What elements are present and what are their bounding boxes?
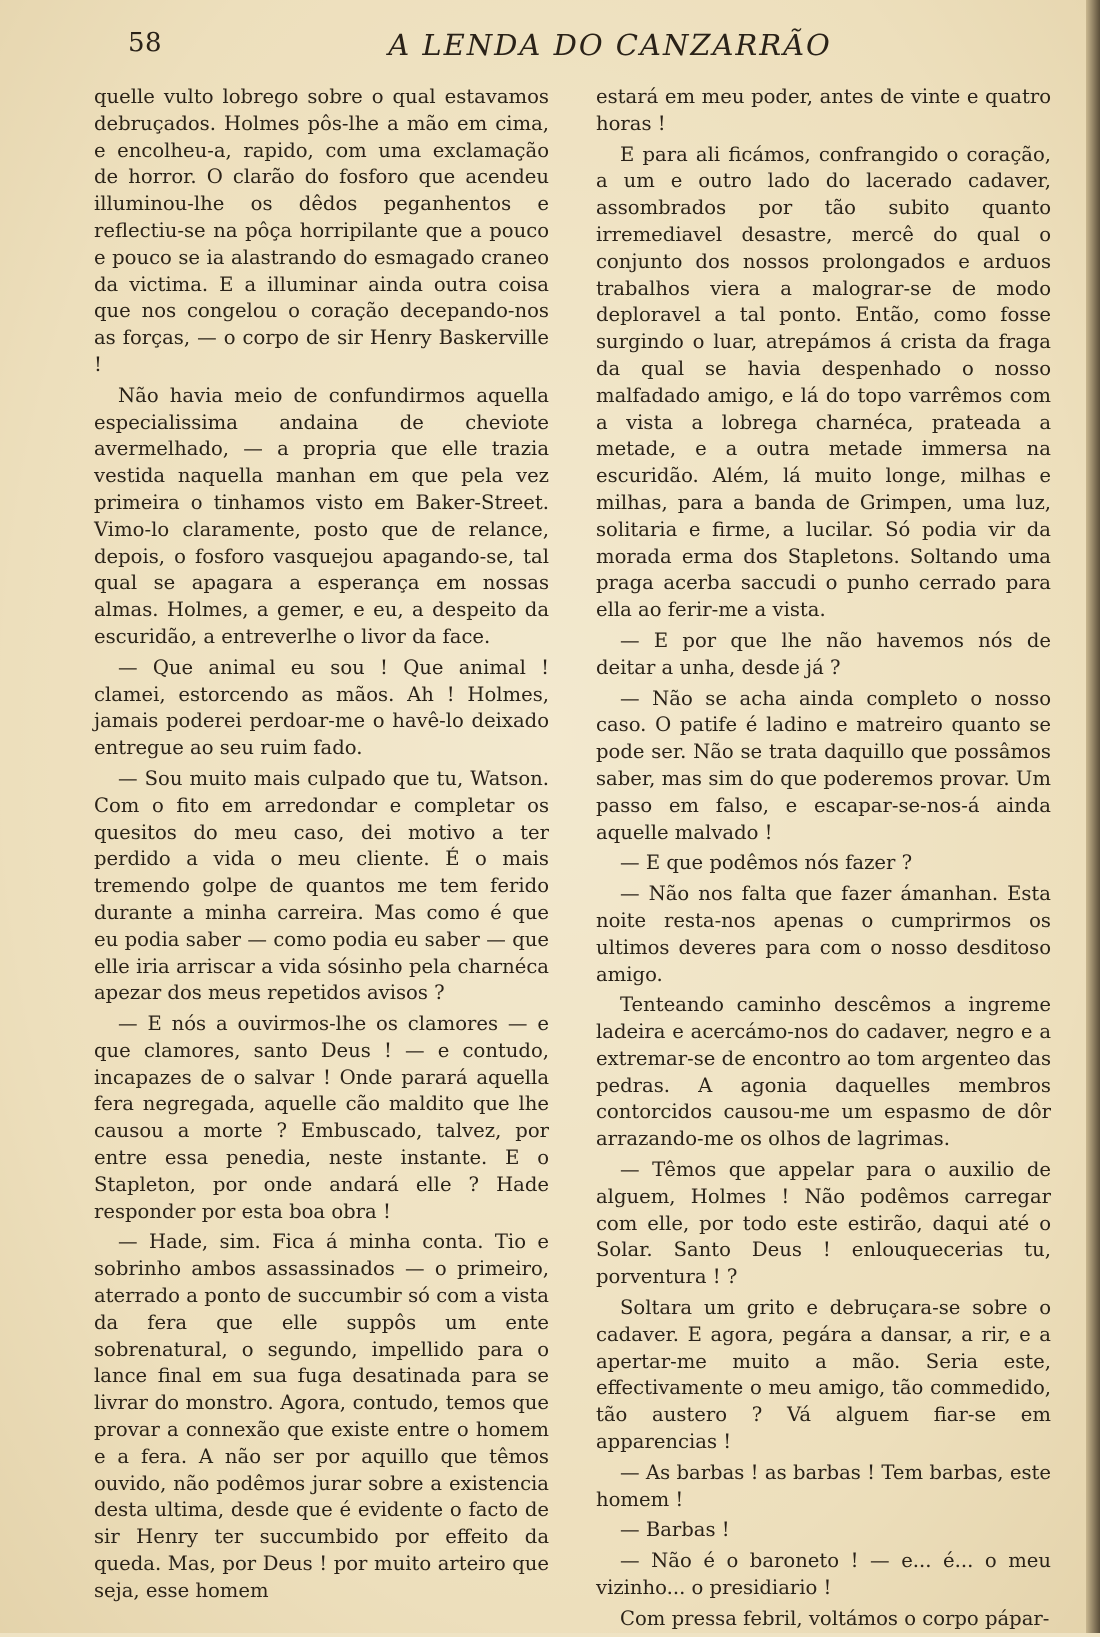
paragraph: — Barbas ! [620, 1518, 730, 1542]
left-column [94, 84, 549, 1609]
paragraph: estará em meu poder, antes de vinte e quatro horas ! [596, 85, 1051, 135]
right-column [596, 84, 1051, 1637]
paragraph: — Não é o baroneto ! — e... é... o meu vizinho... o presidiario ! [596, 1549, 1051, 1600]
paragraph: — Que animal eu sou ! Que animal ! clamei, estorcendo as mãos. Ah ! Holmes, jamais poderei perdoar-me o havê-lo deixado entregue ao seu ruim fado. [94, 655, 549, 760]
paragraph: E para ali ficámos, confrangido o coração, a um e outro lado do lacerado cadaver, assombrados por tão subito quanto irremediavel desastre, mercê do qual o conjunto dos nossos prolongados e arduos trabalhos viera a malograr-se de modo deploravel a tal ponto. Então, como fosse surgindo o luar, atrepámos á crista da fraga da qual se havia despenhado o nosso malfadado amigo, e lá do topo varrêmos com a vista a lobrega charnéca, prateada a metade, e a outra metade immersa na escuridão. Além, lá muito longe, milhas e milhas, para a banda de Grimpen, uma luz, solitaria e firme, a lucilar. Só podia vir da morada erma dos Stapletons. Soltando uma praga acerba saccudi o punho cerrado para ella ao ferir-me a vista. [596, 142, 1051, 622]
paragraph: — Não se acha ainda completo o nosso caso. O patife é ladino e matreiro quanto se pode ser. Não se trata daquillo que possâmos saber, mas sim do que poderemos provar. Um passo em falso, e escapar-se-nos-á ainda aquelle malvado ! [596, 686, 1051, 844]
paragraph: — E por que lhe não havemos nós de deitar a unha, desde já ? [596, 628, 1051, 679]
paragraph: — As barbas ! as barbas ! Tem barbas, este homem ! [596, 1460, 1051, 1511]
paragraph: — E nós a ouvirmos-lhe os clamores — e que clamores, santo Deus ! — e contudo, incapazes de o salvar ! Onde parará aquella fera negregada, aquelle cão maldito que lhe causou a morte ? Embuscado, talvez, por entre essa penedia, neste instante. E o Stapleton, por onde andará elle ? Hade responder por esta boa obra ! [94, 1012, 549, 1223]
running-title: A LENDA DO CANZARRÃO [388, 28, 832, 62]
page-header [0, 28, 1100, 68]
paragraph: Com pressa febril, voltámos o corpo pápar- [620, 1606, 1050, 1630]
paragraph: quelle vulto lobrego sobre o qual estavamos debruçados. Holmes pôs-lhe a mão em cima, e encolheu-a, rapido, com uma exclamação de horror. O clarão do fosforo que acendeu illuminou-lhe os dêdos peganhentos e reflectiu-se na pôça horripilante que a pouco e pouco se ia alastrando do esmagado craneo da victima. E a illuminar ainda outra coisa que nos congelou o coração decepando-nos as forças, — o corpo de sir Henry Baskerville ! [94, 85, 549, 376]
paragraph: — Hade, sim. Fica á minha conta. Tio e sobrinho ambos assassinados — o primeiro, aterrado a ponto de succumbir só com a vista da fera que elle suppôs um ente sobrenatural, o segundo, impellido para o lance final em sua fuga desatinada para se livrar do monstro. Agora, contudo, temos que provar a connexão que existe entre o homem e a fera. A não ser por aquillo que têmos ouvido, não podêmos jurar sobre a existencia desta ultima, desde que é evidente o facto de sir Henry ter succumbido por effeito da queda. Mas, por Deus ! por muito arteiro que seja, esse homem [94, 1230, 549, 1602]
page-number: 58 [128, 28, 163, 58]
paragraph: — Têmos que appelar para o auxilio de alguem, Holmes ! Não podêmos carregar com elle, por todo este estirão, daqui até o Solar. Santo Deus ! enlouquecerias tu, porventura ! ? [596, 1158, 1051, 1289]
paragraph: Não havia meio de confundirmos aquella especialissima andaina de cheviote avermelhado, — a propria que elle trazia vestida naquella manhan em que pela vez primeira o tinhamos visto em Baker-Street. Vimo-lo claramente, posto que de relance, depois, o fosforo vasquejou apagando-se, tal qual se apagara a esperança em nossas almas. Holmes, a gemer, e eu, a despeito da escuridão, a entreverlhe o livor da face. [94, 383, 549, 648]
paragraph: — E que podêmos nós fazer ? [620, 851, 913, 875]
page-edge [1086, 0, 1100, 1633]
paragraph: — Não nos falta que fazer ámanhan. Esta noite resta-nos apenas o cumprirmos os ultimos deveres para com o nosso desditoso amigo. [596, 882, 1051, 986]
paragraph: — Sou muito mais culpado que tu, Watson. Com o fito em arredondar e completar os quesitos do meu caso, dei motivo a ter perdido a vida o meu cliente. É o mais tremendo golpe de quantos me tem ferido durante a minha carreira. Mas como é que eu podia saber — como podia eu saber — que elle iria arriscar a vida sósinho pela charnéca apezar dos meus repetidos avisos ? [94, 766, 549, 1005]
paragraph: Tenteando caminho descêmos a ingreme ladeira e acercámo-nos do cadaver, negro e a extremar-se de encontro ao tom argenteo das pedras. A agonia daquelles membros contorcidos causou-me um espasmo de dôr arrazando-me os olhos de lagrimas. [596, 993, 1051, 1151]
paragraph: Soltara um grito e debruçara-se sobre o cadaver. E agora, pegára a dansar, a rir, e a apertar-me muito a mão. Seria este, effectivamente o meu amigo, tão commedido, tão austero ? Vá alguem fiar-se em apparencias ! [596, 1296, 1051, 1454]
